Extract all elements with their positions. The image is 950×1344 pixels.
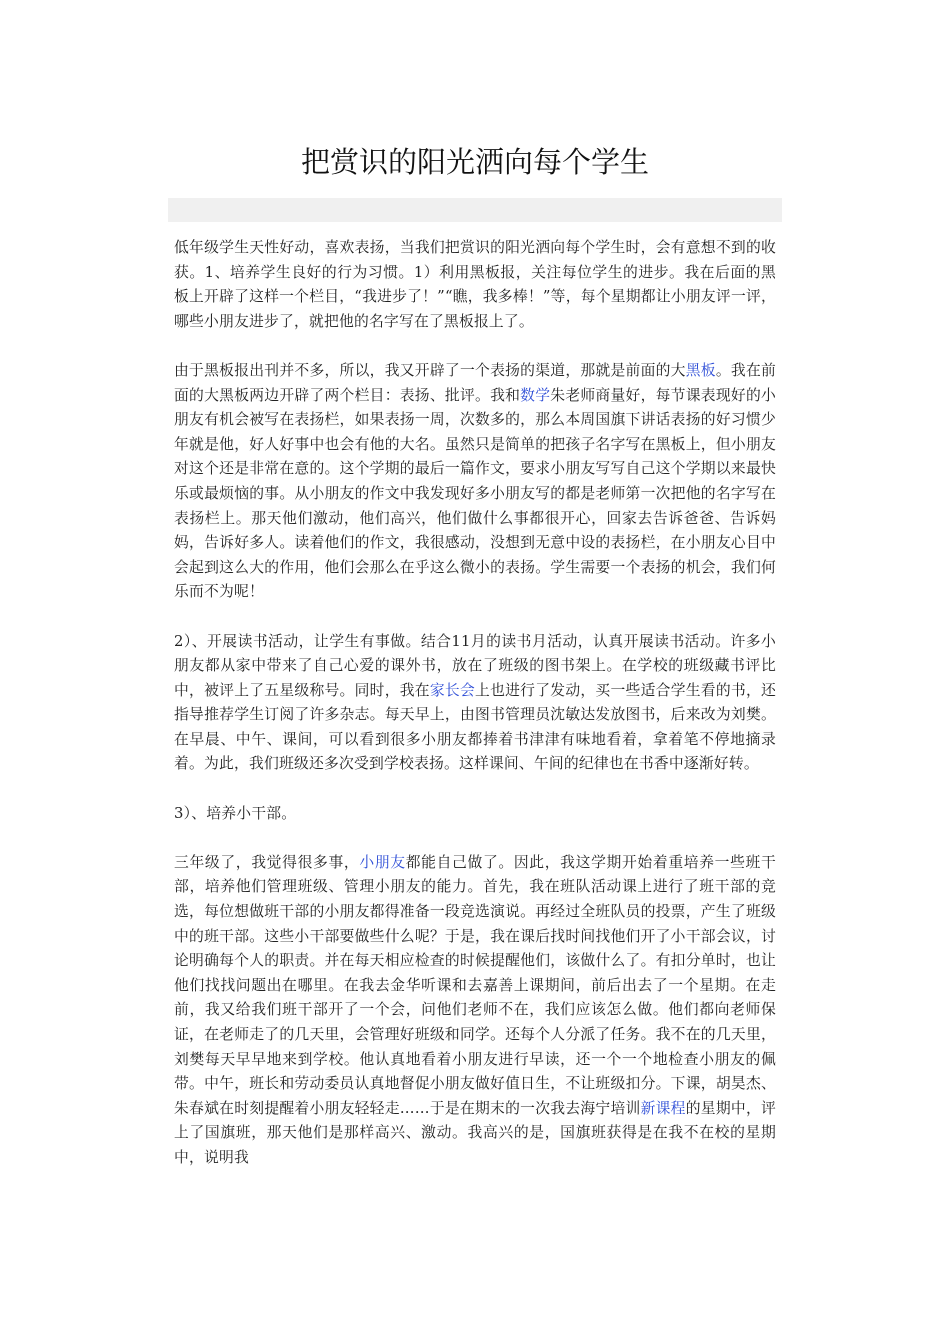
paragraph-5-text-a: 三年级了，我觉得很多事， — [174, 853, 360, 871]
paragraph-3 — [174, 630, 776, 778]
document-title: 把赏识的阳光洒向每个学生 — [300, 145, 649, 179]
paragraph-5-text-b: 都能自己做了。因此，我这学期开始着重培养一些班干部，培养他们管理班级、管理小朋友的能力。首先，我在班队活动课上进行了班干部的竞选，每位想做班干部的小朋友都得准备一段竞选演说。再经过全班队员的投票，产生了班级中的班干部。这些小干部要做些什么呢？于是，我在课后找时间找他们开了小干部会议，讨论明确每个人的职责。并在每天相应检查的时候提醒他们，该做什么了。有扣分单时，也让他们找找问题出在哪里。在我去金华听课和去嘉善上课期间，前后出去了一个星期。在走前，我又给我们班干部开了一个会，问他们老师不在，我们应该怎么做。他们都向老师保证，在老师走了的几天里，会管理好班级和同学。还每个人分派了任务。我不在的几天里，刘樊每天早早地来到学校。他认真地看着小朋友进行早读，还一个一个地检查小朋友的佩带。中午，班长和劳动委员认真地督促小朋友做好值日生，不让班级扣分。下课，胡昊杰、朱春斌在时刻提醒着小朋友轻轻走……于是在期末的一次我去海宁培训 — [174, 853, 776, 1117]
paragraph-2-text-b: 。我在前面的大黑板两边开辟了两个栏目：表扬、批评。我和 — [174, 361, 776, 404]
link-shuxue[interactable]: 数学 — [520, 386, 551, 404]
paragraph-2-text-c: 朱老师商量好，每节课表现好的小朋友有机会被写在表扬栏，如果表扬一周，次数多的，那么本周国旗下讲话表扬的好习惯少年就是他，好人好事中也会有他的大名。虽然只是简单的把孩子名字写在黑板上，但小朋友对这个还是非常在意的。这个学期的最后一篇作文，要求小朋友写写自己这个学期以来最快乐或最烦恼的事。从小朋友的作文中我发现好多小朋友写的都是老师第一次把他的名字写在表扬栏上。那天他们激动，他们高兴，他们做什么事都很开心，回家去告诉爸爸、告诉妈妈，告诉好多人。读着他们的作文，我很感动，没想到无意中设的表扬栏，在小朋友心目中会起到这么大的作用，他们会那么在乎这么微小的表扬。学生需要一个表扬的机会，我们何乐而不为呢！ — [174, 386, 776, 601]
paragraph-4: 3）、培养小干部。 — [174, 804, 297, 822]
paragraph-5 — [174, 851, 776, 1171]
link-xinkecheng[interactable]: 新课程 — [640, 1099, 686, 1117]
paragraph-1: 低年级学生天性好动，喜欢表扬，当我们把赏识的阳光洒向每个学生时，会有意想不到的收获。1、培养学生良好的行为习惯。1）利用黑板报，关注每位学生的进步。我在后面的黑板上开辟了这样一个栏目，“我进步了！”“瞧，我多棒！”等，每个星期都让小朋友评一评，哪些小朋友进步了，就把他的名字写在了黑板报上了。 — [174, 239, 776, 330]
paragraph-2-text-a: 由于黑板报出刊并不多，所以，我又开辟了一个表扬的渠道，那就是前面的大 — [174, 361, 686, 379]
article-body — [174, 236, 776, 1195]
link-heiban[interactable]: 黑板 — [685, 361, 716, 379]
paragraph-2 — [174, 359, 776, 605]
link-jiazhanghui[interactable]: 家长会 — [429, 681, 476, 699]
paragraph-5-text-c: 的星期中，评上了国旗班，那天他们是那样高兴、激动。我高兴的是，国旗班获得是在我不在校的星期中，说明我 — [174, 1099, 777, 1166]
paragraph-3-text-a: 2）、开展读书活动，让学生有事做。结合11月的读书月活动，认真开展读书活动。许多小朋友都从家中带来了自己心爱的课外书，放在了班级的图书架上。在学校的班级藏书评比中，被评上了五星级称号。同时，我在 — [174, 632, 776, 699]
title-divider-bar — [168, 198, 782, 222]
link-xiaopengyou[interactable]: 小朋友 — [359, 853, 406, 871]
paragraph-3-text-b: 上也进行了发动，买一些适合学生看的书，还指导推荐学生订阅了许多杂志。每天早上，由图书管理员沈敏达发放图书，后来改为刘樊。在早晨、中午、课间，可以看到很多小朋友都捧着书津津有味地看着，拿着笔不停地摘录着。为此，我们班级还多次受到学校表扬。这样课间、午间的纪律也在书香中逐渐好转。 — [174, 681, 776, 773]
